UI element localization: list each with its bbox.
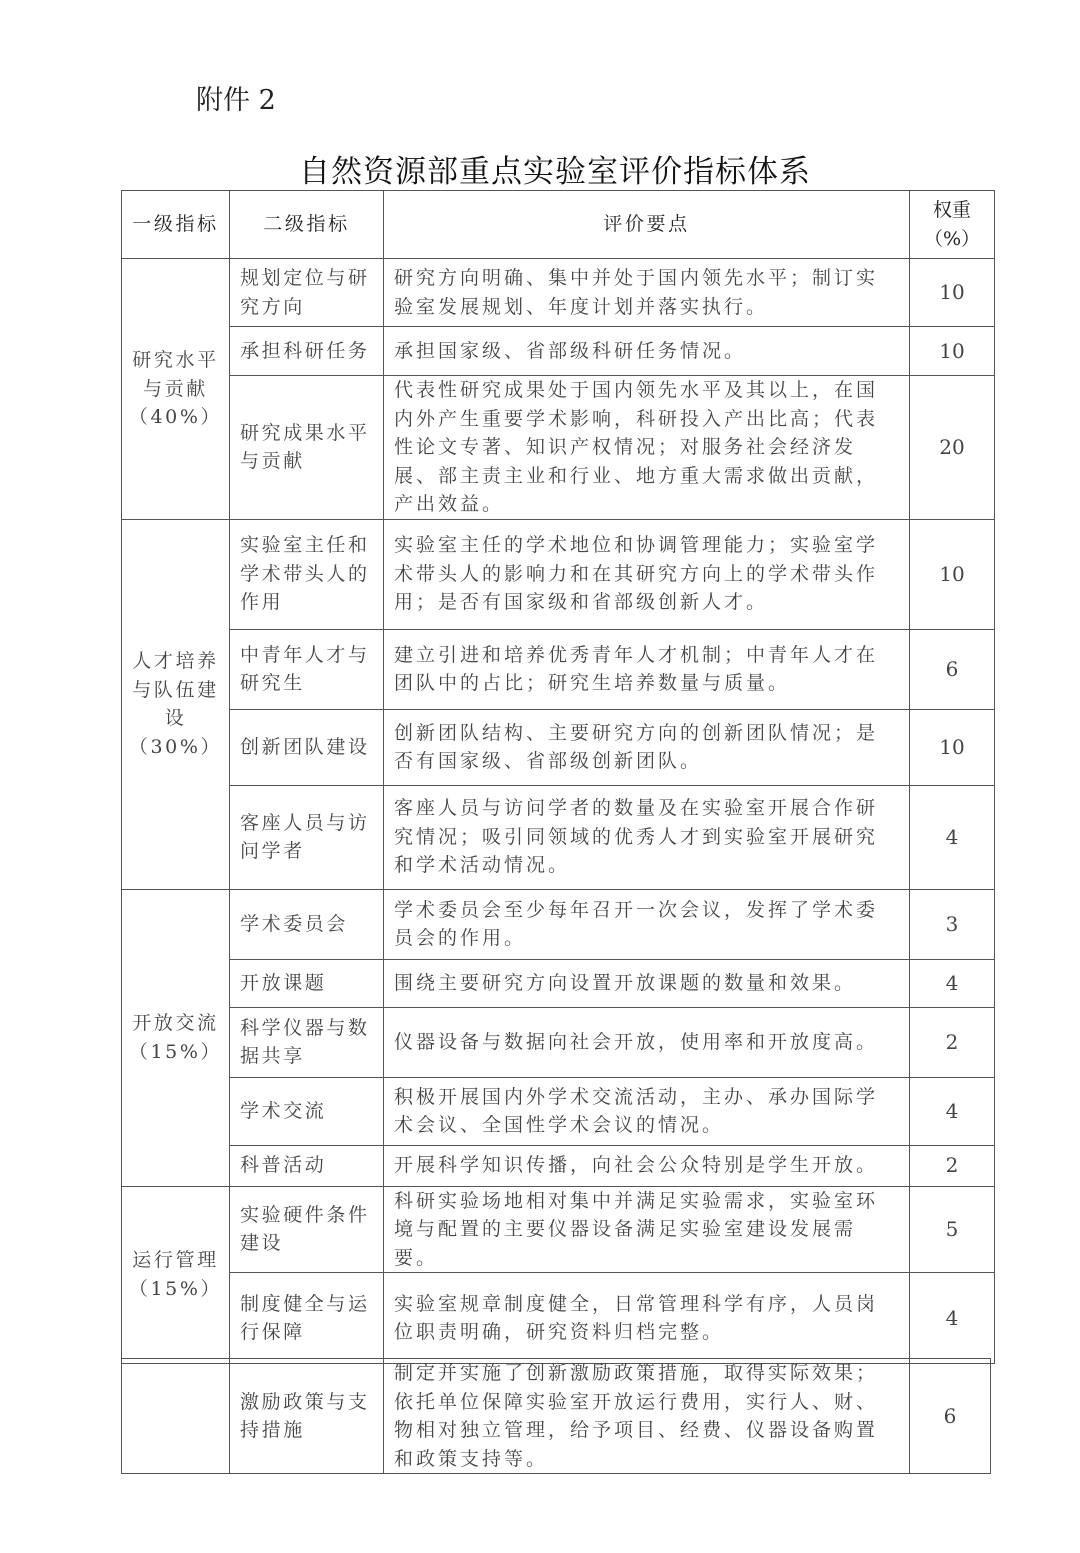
weight-cell: 6 [910, 629, 995, 709]
weight-cell: 2 [910, 1145, 995, 1186]
key-points-cell: 开展科学知识传播，向社会公众特别是学生开放。 [384, 1145, 910, 1186]
level1-cell: 运行管理（15%） [122, 1186, 230, 1364]
key-points-cell: 制定并实施了创新激励政策措施，取得实际效果；依托单位保障实验室开放运行费用，实行人、财、物相对独立管理，给予项目、经费、仪器设备购置和政策支持等。 [384, 1359, 910, 1474]
header-level2: 二级指标 [230, 191, 384, 259]
table-row [122, 327, 995, 376]
level2-cell: 学术交流 [230, 1077, 384, 1145]
header-level1: 一级指标 [122, 191, 230, 259]
level2-cell: 科普活动 [230, 1145, 384, 1186]
attachment-label: 附件 2 [196, 85, 276, 116]
weight-cell: 4 [910, 1273, 995, 1364]
table-header-row [122, 191, 995, 259]
key-points-cell: 围绕主要研究方向设置开放课题的数量和效果。 [384, 959, 910, 1007]
level2-cell: 研究成果水平与贡献 [230, 376, 384, 520]
key-points-cell: 代表性研究成果处于国内领先水平及其以上，在国内外产生重要学术影响，科研投入产出比高；代表性论文专著、知识产权情况；对服务社会经济发展、部主责主业和行业、地方重大需求做出贡献，产出效益。 [384, 376, 910, 520]
table-row [122, 629, 995, 709]
key-points-cell: 科研实验场地相对集中并满足实验需求，实验室环境与配置的主要仪器设备满足实验室建设发展需要。 [384, 1186, 910, 1273]
weight-cell: 10 [910, 709, 995, 785]
level2-cell: 学术委员会 [230, 889, 384, 959]
table-row [122, 376, 995, 520]
level2-cell: 实验硬件条件建设 [230, 1186, 384, 1273]
level2-cell: 制度健全与运行保障 [230, 1273, 384, 1364]
level1-cell: 开放交流（15%） [122, 889, 230, 1186]
table-row [122, 1145, 995, 1186]
key-points-cell: 建立引进和培养优秀青年人才机制；中青年人才在团队中的占比；研究生培养数量与质量。 [384, 629, 910, 709]
table-row [122, 1186, 995, 1273]
weight-cell: 4 [910, 1077, 995, 1145]
table-row [122, 1359, 991, 1474]
level2-cell: 激励政策与支持措施 [230, 1359, 384, 1474]
weight-cell: 4 [910, 785, 995, 889]
table-row [122, 1007, 995, 1077]
weight-cell: 10 [910, 327, 995, 376]
level1-cell: 人才培养与队伍建设（30%） [122, 519, 230, 889]
level2-cell: 开放课题 [230, 959, 384, 1007]
key-points-cell: 创新团队结构、主要研究方向的创新团队情况；是否有国家级、省部级创新团队。 [384, 709, 910, 785]
level2-cell: 中青年人才与研究生 [230, 629, 384, 709]
key-points-cell: 实验室主任的学术地位和协调管理能力；实验室学术带头人的影响力和在其研究方向上的学术带头作用；是否有国家级和省部级创新人才。 [384, 519, 910, 629]
key-points-cell: 实验室规章制度健全，日常管理科学有序，人员岗位职责明确，研究资料归档完整。 [384, 1273, 910, 1364]
weight-cell: 10 [910, 259, 995, 327]
level2-cell: 创新团队建设 [230, 709, 384, 785]
evaluation-table [121, 190, 995, 1364]
weight-cell: 6 [910, 1359, 991, 1474]
page-title: 自然资源部重点实验室评价指标体系 [299, 154, 811, 190]
weight-cell: 5 [910, 1186, 995, 1273]
key-points-cell: 积极开展国内外学术交流活动，主办、承办国际学术会议、全国性学术会议的情况。 [384, 1077, 910, 1145]
weight-cell: 20 [910, 376, 995, 520]
table-row [122, 519, 995, 629]
evaluation-table-continued [121, 1358, 991, 1474]
key-points-cell: 仪器设备与数据向社会开放，使用率和开放度高。 [384, 1007, 910, 1077]
table-row [122, 259, 995, 327]
table-row [122, 709, 995, 785]
weight-cell: 2 [910, 1007, 995, 1077]
weight-cell: 10 [910, 519, 995, 629]
level2-cell: 承担科研任务 [230, 327, 384, 376]
level2-cell: 科学仪器与数据共享 [230, 1007, 384, 1077]
level1-cell: 研究水平与贡献（40%） [122, 259, 230, 520]
level1-cell [122, 1359, 230, 1474]
level2-cell: 客座人员与访问学者 [230, 785, 384, 889]
table-row [122, 785, 995, 889]
header-key-points: 评价要点 [384, 191, 910, 259]
table-row [122, 889, 995, 959]
table-row [122, 959, 995, 1007]
weight-cell: 3 [910, 889, 995, 959]
level2-cell: 规划定位与研究方向 [230, 259, 384, 327]
level2-cell: 实验室主任和学术带头人的作用 [230, 519, 384, 629]
weight-cell: 4 [910, 959, 995, 1007]
table-row [122, 1077, 995, 1145]
table-row [122, 1273, 995, 1364]
key-points-cell: 客座人员与访问学者的数量及在实验室开展合作研究情况；吸引同领域的优秀人才到实验室开展研究和学术活动情况。 [384, 785, 910, 889]
key-points-cell: 承担国家级、省部级科研任务情况。 [384, 327, 910, 376]
key-points-cell: 研究方向明确、集中并处于国内领先水平；制订实验室发展规划、年度计划并落实执行。 [384, 259, 910, 327]
header-weight: 权重（%） [910, 191, 995, 259]
key-points-cell: 学术委员会至少每年召开一次会议，发挥了学术委员会的作用。 [384, 889, 910, 959]
